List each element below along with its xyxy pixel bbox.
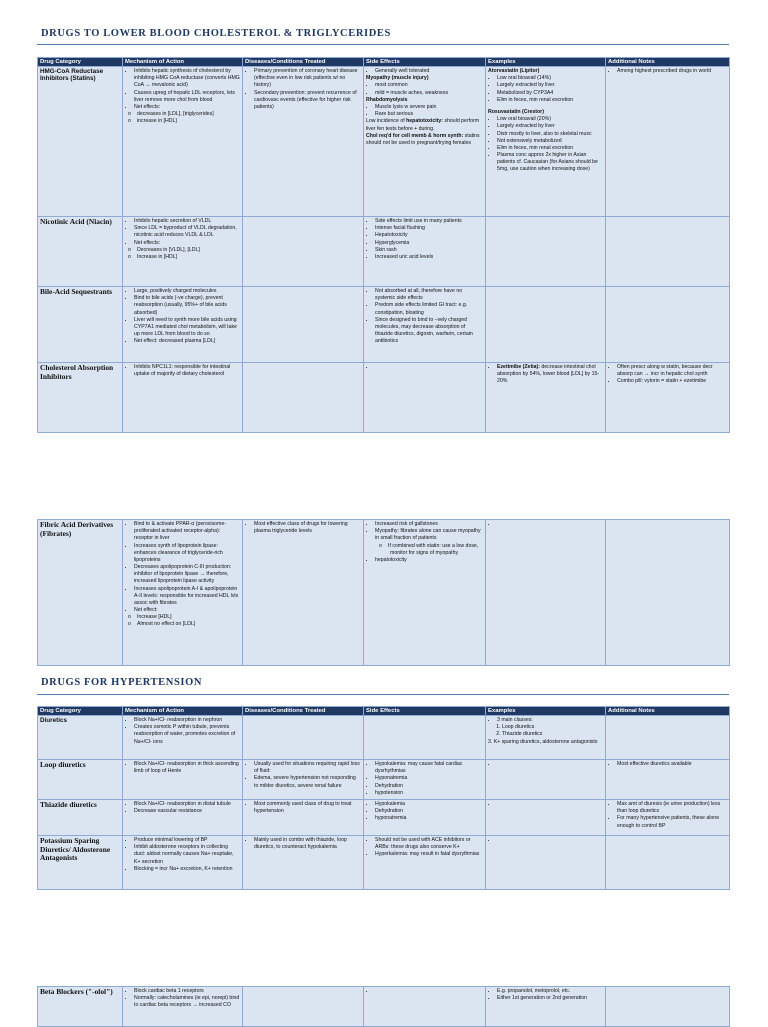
col-header: Diseases/Conditions Treated (243, 58, 364, 67)
list-item: • hepatotoxicity (375, 557, 483, 564)
list-item: • Elim in feces, min renal excretion (497, 145, 603, 152)
list-item: • Hyperkalemia: may result in fatal dysrythmias (375, 851, 483, 858)
list-item: • hypotension (375, 790, 483, 797)
list-item: • Bind to bile acids (-ve charge), prevent reabsorption (usually, 95%+ of bile acids absorbed) (134, 295, 240, 317)
drug-category: Bile-Acid Sequestrants (38, 287, 123, 363)
drug-category: Thiazide diuretics (38, 800, 123, 836)
list-item: • Distr mostly to liver, also to skeletal musc (497, 131, 603, 138)
list-item: • Hypokalemia (375, 801, 483, 808)
table-row-bile-acid (38, 287, 730, 363)
list-item: • hyponatremia (375, 815, 483, 822)
side-effects-cell (364, 800, 486, 836)
list-item: • Most effective diuretics available (617, 761, 727, 768)
notes-cell (606, 67, 730, 217)
mechanism-cell (123, 836, 243, 890)
side-effects-cell (364, 67, 486, 217)
empty-bullet (497, 837, 603, 844)
side-effects-cell (364, 716, 486, 760)
list-item: • mild = muscle aches, weakness (375, 90, 483, 97)
mechanism-cell (123, 520, 243, 666)
list-item: • Largely extracted by liver (497, 82, 603, 89)
list-item: • Hepatotoxicity (375, 232, 483, 239)
examples-cell (486, 67, 606, 217)
col-header: Drug Category (38, 58, 123, 67)
side-effects-cell (364, 287, 486, 363)
notes-cell (606, 987, 730, 1027)
list-item: • Not absorbed at all, therefore have no systemic side effects (375, 288, 483, 302)
list-item: • Elim in feces, min renal excretion (497, 97, 603, 104)
examples-cell (486, 287, 606, 363)
notes-cell (606, 363, 730, 433)
empty-bullet (375, 364, 483, 371)
list-item: 3. K+ sparing diuretics, aldosterone antagonists (488, 738, 598, 745)
table-row-niacin (38, 217, 730, 287)
mechanism-cell (123, 987, 243, 1027)
side-effects-cell (364, 363, 486, 433)
subheading: Rhabdomyolysis (366, 96, 408, 103)
mechanism-cell (123, 67, 243, 217)
notes-cell (606, 760, 730, 800)
list-item: • Largely extracted by liver (497, 123, 603, 130)
list-item: o If combined with statin: use a low dose, monitor for signs of myopathy (390, 543, 483, 557)
list-item: • Rare but serious (375, 111, 483, 118)
section-rule (37, 44, 729, 45)
treated-cell (243, 217, 364, 287)
list-item: • Block Na+/Cl- reabsorption in distal tubule (134, 801, 240, 808)
list-item: • Creates osmotic P within tubule, prevents reabsorption of water, promotes excretion of Na+/Cl- ions (134, 724, 240, 746)
list-item: • Side effects limit use in many patients (375, 218, 483, 225)
list-item: • Ezetimibe (Zetia): decrease intestinal chol absorption by 54%, lower blood [LDL] by 15-20% (497, 364, 603, 386)
list-item: • Dehydration (375, 783, 483, 790)
list-item: • Since LDL = byproduct of VLDL degradation, nicotinic acid reduces VLDL & LDL (134, 225, 240, 239)
treated-cell (243, 520, 364, 666)
empty-bullet (375, 988, 483, 995)
list-item: • Often prescr along w statin, because decr absorp can → incr in hepatic chol synth (617, 364, 727, 378)
drug-name: Rosuvastatin (Crestor) (488, 109, 544, 115)
list-item: • Liver will need to synth more bile acids using CYP7A1 mediated chol metabolism, will take up more LDL from blood to do so (134, 317, 240, 339)
list-item: • Causes upreg of hepatic LDL receptors, lets liver remove more chol from blood (134, 90, 240, 104)
cholesterol-table (37, 57, 730, 433)
list-item: • Hyperglycemia (375, 240, 483, 247)
col-header: Mechanism of Action (123, 58, 243, 67)
list-item: • Plasma conc approx 2x higher in Asian patients cf. Caucasian (for Asians should be 5mg, use caution when increasing dose) (497, 152, 603, 174)
examples-cell (486, 987, 606, 1027)
mechanism-cell (123, 363, 243, 433)
examples-cell (486, 363, 606, 433)
drug-category: Potassium Sparing Diuretics/ Aldosterone Antagonists (38, 836, 123, 890)
examples-cell (486, 520, 606, 666)
col-header: Diseases/Conditions Treated (243, 707, 364, 716)
list-item: • Net effect: decreased plasma [LDL] (134, 338, 240, 345)
notes-cell (606, 716, 730, 760)
col-header: Mechanism of Action (123, 707, 243, 716)
list-item: • Increases synth of lipoprotein lipase: enhances clearance of triglyceride-rich lipoproteins (134, 543, 240, 565)
list-item: • E.g. propanolol, metoprolol, etc. (497, 988, 603, 995)
list-item: • For many hypertensive patients, these alone enough to control BP (617, 815, 727, 829)
notes-cell (606, 520, 730, 666)
treated-cell (243, 363, 364, 433)
list-item: • Myopathy: fibrates alone can cause myopathy in small fraction of patients (375, 528, 483, 542)
list-item: • Inhibits hepatic synthesis of cholesterol by inhibiting HMG CoA reductase (converts HMG CoA → mevalonic acid) (134, 68, 240, 90)
list-item: • Net effects: (134, 240, 240, 247)
treated-cell (243, 287, 364, 363)
list-item: • Produce minimal lowering of BP (134, 837, 240, 844)
cholesterol-table-continued (37, 519, 730, 666)
notes-cell (606, 217, 730, 287)
empty-bullet (497, 801, 603, 808)
list-item: • Muscle lysis w severe pain (375, 104, 483, 111)
list-item: • Predom side effects limited GI tract: e.g. constipation, bloating (375, 302, 483, 316)
list-item: • Inhibits hepatic secretion of VLDL (134, 218, 240, 225)
treated-cell (243, 716, 364, 760)
col-header: Side Effects (364, 58, 486, 67)
examples-cell (486, 716, 606, 760)
table-header-row (38, 58, 730, 67)
section-rule (37, 694, 729, 695)
side-effects-cell (364, 520, 486, 666)
note-text: Chol req'd for cell memb & horm synth: statins should not be used in pregnant/trying females (366, 132, 480, 146)
list-item: • Most effective class of drugs for lowering plasma triglyceride levels (254, 521, 361, 535)
list-item: • Increased uric acid levels (375, 254, 483, 261)
treated-cell (243, 67, 364, 217)
list-item: • most common (375, 82, 483, 89)
list-item: • Decreases apolipoprotein C-III production: inhibitor of lipoprotein lipase → therefore, increased lipoprotein lipase activity (134, 564, 240, 586)
list-item: • Dehydration (375, 808, 483, 815)
treated-cell (243, 836, 364, 890)
examples-cell (486, 800, 606, 836)
list-item: • Low oral bioavail (20%) (497, 116, 603, 123)
drug-category: Loop diuretics (38, 760, 123, 800)
list-item: • Increases apolipoprotein A-I & apolipoprotein A-II levels: responsible for increased HDL lvls assoc with fibrates (134, 586, 240, 608)
table-row-beta-blockers (38, 987, 730, 1027)
list-item: • Secondary prevention: prevent recurrence of cardiovasc events (effective for higher risk patients) (254, 90, 361, 112)
list-item: o increase in [HDL] (139, 118, 240, 125)
list-item: • Skin rash (375, 247, 483, 254)
drug-category: Diuretics (38, 716, 123, 760)
mechanism-cell (123, 217, 243, 287)
drug-category: Fibric Acid Derivatives (Fibrates) (38, 520, 123, 666)
hypertension-table (37, 706, 730, 890)
list-item: • Most commonly used class of drug to treat hypertension (254, 801, 361, 815)
list-item: • Primary prevention of coronary heart disease (effective even in low risk patients w/ no history) (254, 68, 361, 90)
list-item: • Edema, severe hypertension not responding to milder diuretics, severe renal failure (254, 775, 361, 789)
mechanism-cell (123, 287, 243, 363)
col-header: Drug Category (38, 707, 123, 716)
list-item: • Hypokalemia: may cause fatal cardiac dysrhythmias (375, 761, 483, 775)
list-item: • Net effects: (134, 104, 240, 111)
col-header: Side Effects (364, 707, 486, 716)
notes-cell (606, 836, 730, 890)
side-effects-cell (364, 836, 486, 890)
drug-category: Nicotinic Acid (Niacin) (38, 217, 123, 287)
table-row-statins (38, 67, 730, 217)
list-item: o Increase [HDL] (139, 614, 240, 621)
list-item: • Either 1st generation or 2nd generation (497, 995, 603, 1002)
col-header: Examples (486, 58, 606, 67)
list-item: • Low oral bioavail (14%) (497, 75, 603, 82)
list-item: • Usually used for situations requiring rapid loss of fluid: (254, 761, 361, 775)
list-item: • Max amt of diuresis (ie urine production) less than loop diuretics (617, 801, 727, 815)
list-item: • 3 main classes: (497, 717, 603, 724)
side-effects-cell (364, 760, 486, 800)
list-item: • Hyponatremia (375, 775, 483, 782)
list-item: 1. Loop diuretics (502, 724, 603, 731)
treated-cell (243, 760, 364, 800)
drug-category: Beta Blockers ("-olol") (38, 987, 123, 1027)
list-item: • Net effect: (134, 607, 240, 614)
treated-cell (243, 987, 364, 1027)
drug-category: Cholesterol Absorption Inhibitors (38, 363, 123, 433)
list-item: • Mainly used in combo with thiazide, loop diuretics, to counteract hypokalemia (254, 837, 361, 851)
treated-cell (243, 800, 364, 836)
empty-bullet (497, 761, 603, 768)
list-item: • Intense facial flushing (375, 225, 483, 232)
col-header: Additional Notes (606, 707, 730, 716)
examples-cell (486, 217, 606, 287)
table-row-thiazide-diuretics (38, 800, 730, 836)
drug-name: Atorvastatin (Lipitor) (488, 68, 540, 75)
list-item: • Since designed to bind to –vely charged molecules, may decrease absorption of thiazide diuretics, digoxin, warfarin, certain antibiotics (375, 317, 483, 346)
list-item: • Decrease vascular resistance (134, 808, 240, 815)
side-effects-cell (364, 987, 486, 1027)
side-effects-cell (364, 217, 486, 287)
table-header-row (38, 707, 730, 716)
section-title-cholesterol: DRUGS TO LOWER BLOOD CHOLESTEROL & TRIGLYCERIDES (41, 28, 391, 39)
list-item: • Bind to & activate PPAR-α (peroxisome-proliferated activated receptor-alpha): receptor in liver (134, 521, 240, 543)
examples-cell (486, 760, 606, 800)
list-item: • Inhibit aldosterone receptors in collecting duct: aldost normally causes Na+ reuptake, K+ secretion (134, 844, 240, 866)
list-item: 2. Thiazide diuretics (502, 731, 603, 738)
list-item: • Normally: catecholamines (ie epi, norepi) bind to cardiac beta receptors → increased CO (134, 995, 240, 1009)
list-item: o Increase in [HDL] (139, 254, 240, 261)
note-text: Low incidence of hepatotoxicity: should perform liver fen tests before + during. (366, 118, 480, 132)
list-item: • Not extensively metabolized (497, 138, 603, 145)
col-header: Additional Notes (606, 58, 730, 67)
empty-bullet (497, 521, 603, 528)
list-item: • Inhibits NPC1L1: responsible for intestinal uptake of majority of dietary cholesterol (134, 364, 240, 378)
notes-cell (606, 800, 730, 836)
mechanism-cell (123, 716, 243, 760)
hypertension-table-continued (37, 986, 730, 1027)
table-row-fibrates (38, 520, 730, 666)
list-item: • Should not be used with ACE inhibitors or ARBs: these drugs also conserve K+ (375, 837, 483, 851)
col-header: Examples (486, 707, 606, 716)
list-item: o decreases in [LDL], [triglycerides] (139, 111, 240, 118)
subheading: Myopathy (muscle injury) (366, 75, 429, 82)
section-title-hypertension: DRUGS FOR HYPERTENSION (41, 677, 203, 688)
table-row-loop-diuretics (38, 760, 730, 800)
list-item: • Among highest prescribed drugs in world (617, 68, 727, 75)
table-row-potassium-sparing (38, 836, 730, 890)
list-item: • Blocking = incr Na+ excretion, K+ retention (134, 866, 240, 873)
examples-cell (486, 836, 606, 890)
list-item: • Metabolized by CYP3A4 (497, 90, 603, 97)
notes-cell (606, 287, 730, 363)
list-item: • Block Na+/Cl- reabsorption in thick ascending limb of loop of Henle (134, 761, 240, 775)
list-item: • Block cardiac beta 1 receptors (134, 988, 240, 995)
table-row-diuretics (38, 716, 730, 760)
list-item: • Increased risk of gallstones (375, 521, 483, 528)
list-item: • Combo pill: vytorin = statin + ezetimibe (617, 378, 727, 385)
list-item: o Decreases in [VLDL], [LDL] (139, 247, 240, 254)
list-item: • Block Na+/Cl- reabsorption in nephron (134, 717, 240, 724)
list-item: • Large, positively charged molecules (134, 288, 240, 295)
table-row-absorption-inhibitors (38, 363, 730, 433)
mechanism-cell (123, 760, 243, 800)
list-item: o Almost no effect on [LDL] (139, 621, 240, 628)
mechanism-cell (123, 800, 243, 836)
drug-category: HMG-CoA Reductase Inhibitors (Statins) (38, 67, 123, 217)
list-item: • Generally well tolerated (375, 68, 483, 75)
